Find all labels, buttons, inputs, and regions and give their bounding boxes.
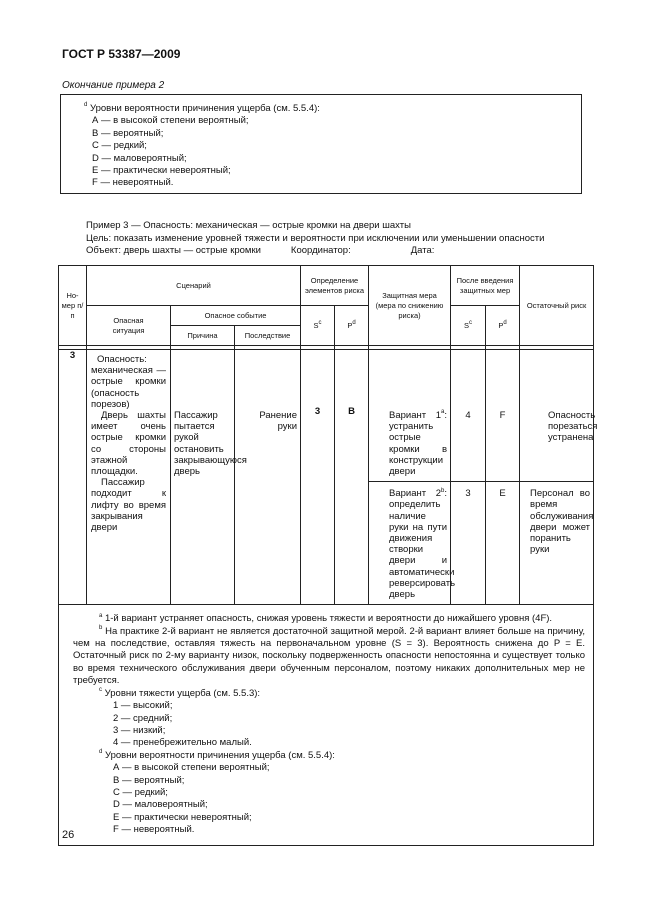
footnote-d-item: А — в высокой степени вероятный; <box>113 762 270 774</box>
footnote-d-item: F — невероятный. <box>113 824 195 836</box>
footnote-d-item: В — вероятный; <box>113 774 185 786</box>
cell-measure-2: Вариант 2$^b$: определить наличие руки на пути движения створки двери и автоматически реверсировать дверь <box>369 482 451 605</box>
footnote-d-item: D — маловероятный; <box>113 799 208 811</box>
header-situation: Опасная ситуация <box>87 306 171 346</box>
probability-note-box <box>60 94 582 194</box>
cell-situation: Опасность: механическая — острые кромки (опасность порезов) Дверь шахты имеет очень острые кромки со стороны этажной площадки. Пассажир подходит к лифту во время закрывания двери <box>87 350 171 605</box>
note-item: С — редкий; <box>92 140 147 152</box>
footnote-c-title: $^c$ Уровни тяжести ущерба (см. 5.5.3): <box>99 687 261 699</box>
footnotes-cell <box>59 605 594 845</box>
header-p: $P^d$ <box>335 306 369 346</box>
footnote-marker: d <box>84 102 88 109</box>
header-number: Но-мер п/п <box>59 266 87 346</box>
document-header: ГОСТ Р 53387—2009 <box>62 47 181 61</box>
header-consequence: Последствие <box>235 326 301 346</box>
header-scenario: Сценарий <box>87 266 301 306</box>
header-s-after: $S^c$ <box>451 306 486 346</box>
page-number: 26 <box>62 829 75 841</box>
header-after: После введения защитных мер <box>451 266 520 306</box>
cell-p-after-1: F <box>486 350 520 482</box>
cell-residual-2: Персонал во время обслуживания двери может поранить руки <box>520 482 594 605</box>
example-title: Пример 3 — Опасность: механическая — острые кромки на двери шахты <box>86 220 411 231</box>
cell-residual-1: Опасность порезаться устранена <box>520 350 594 482</box>
note-item: F — невероятный. <box>92 177 174 189</box>
continuation-caption: Окончание примера 2 <box>62 80 165 91</box>
header-s: $S^c$ <box>301 306 335 346</box>
row-number: 3 <box>59 350 87 605</box>
footnote-c-item: 1 — высокий; <box>113 700 173 712</box>
example-object: Объект: дверь шахты — острые кромки <box>86 245 261 257</box>
header-residual: Остаточный риск <box>520 266 594 346</box>
note-item: D — маловероятный; <box>92 152 187 164</box>
example-object-line <box>86 245 544 258</box>
risk-table <box>58 265 598 846</box>
footnote-c-item: 3 — низкий; <box>113 724 166 736</box>
footnote-d-item: Е — практически невероятный; <box>113 811 252 823</box>
footnote-d-title: $^d$ Уровни вероятности причинения ущерба (см. 5.5.4): <box>99 749 335 761</box>
footnote-c-item: 4 — пренебрежительно малый. <box>113 737 252 749</box>
note-item: Е — практически невероятный; <box>92 165 231 177</box>
note-item: А — в высокой степени вероятный; <box>92 115 249 127</box>
footnote-b: $^b$ На практике 2-й вариант не является достаточной защитной мерой. 2-й вариант влияет больше на причину, чем на последствие, оставляя тяжесть на первоначальном уровне (S = 3). Вероятность снижена до P = E. Остаточный риск по 2-му варианту низок, поскольку подверженность опасности непостоянна и существует только во время технического обслуживания двери обученным персоналом, поэтому никаких дополнительных мер не требуется. <box>73 625 586 687</box>
cell-s-after-1: 4 <box>451 350 486 482</box>
example-coordinator: Координатор: <box>290 245 351 257</box>
note-item: В — вероятный; <box>92 127 164 139</box>
cell-p: B <box>335 350 369 605</box>
example-goal: Цель: показать изменение уровней тяжести и вероятности при исключении или уменьшении опасности <box>86 232 545 244</box>
cell-measure-1: Вариант 1$^a$: устранить острые кромки в конструкции двери <box>369 350 451 482</box>
footnote-d-item: С — редкий; <box>113 786 168 798</box>
cell-p-after-2: E <box>486 482 520 605</box>
example-date: Дата: <box>410 245 435 257</box>
header-definition: Определение элементов риска <box>301 266 369 306</box>
header-measure: Защитная мера (мера по снижению риска) <box>369 266 451 346</box>
header-cause: Причина <box>171 326 235 346</box>
cell-cause: Пассажир пытается рукой остановить закрывающуюся дверь <box>171 350 235 605</box>
header-event: Опасное событие <box>171 306 301 326</box>
cell-s: 3 <box>301 350 335 605</box>
footnote-c-item: 2 — средний; <box>113 712 173 724</box>
example-description <box>86 220 544 258</box>
note-title: $^d$ Уровни вероятности причинения ущерба (см. 5.5.4): <box>84 102 320 114</box>
cell-consequence: Ранение руки <box>235 350 301 605</box>
header-p-after: $P^d$ <box>486 306 520 346</box>
footnote-a: $^a$ 1-й вариант устраняет опасность, снижая уровень тяжести и вероятности до нижайшего уровня (4F). <box>99 612 553 625</box>
cell-s-after-2: 3 <box>451 482 486 605</box>
